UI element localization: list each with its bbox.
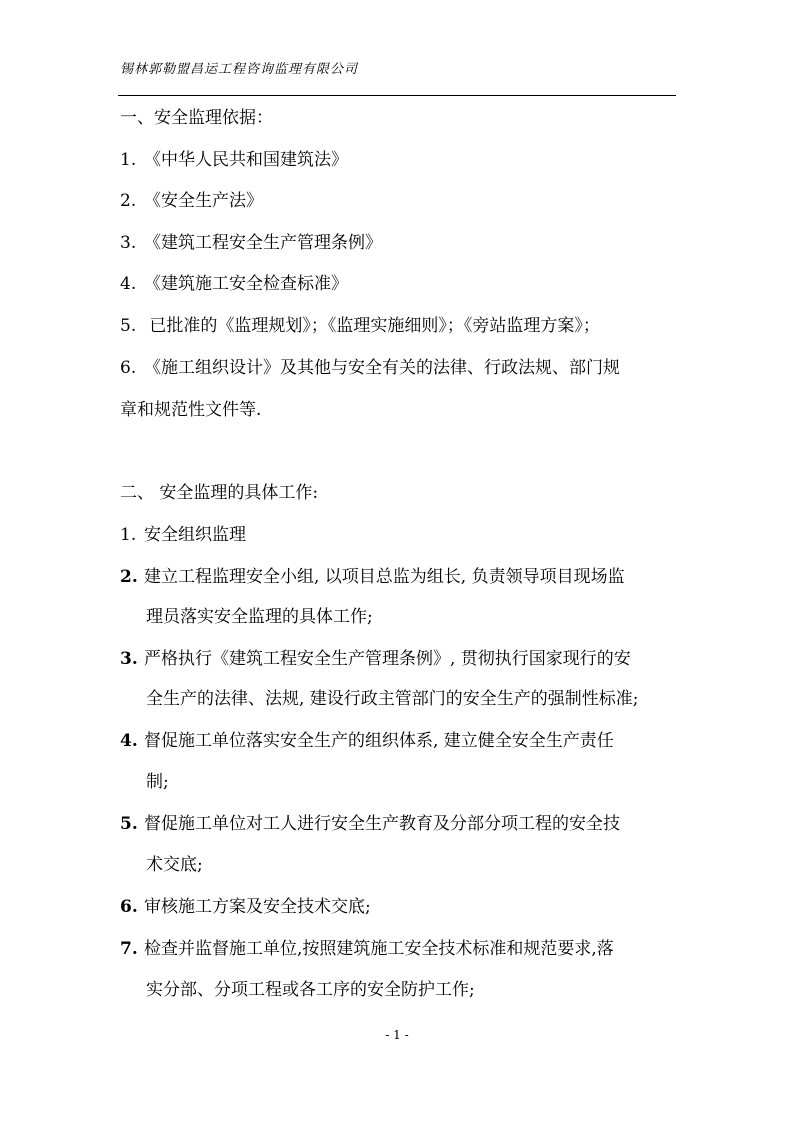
item-number: 6. [120,358,137,378]
section2-item-3-cont: 全生产的法律、法规, 建设行政主管部门的安全生产的强制性标准; [146,689,639,709]
section1-item-6-cont: 章和规范性文件等. [120,400,262,420]
item-number: 7. [120,939,138,959]
header-rule [118,95,676,96]
item-text: 安全组织监理 [144,525,246,545]
section2-item-7-cont: 实分部、分项工程或各工序的安全防护工作; [146,980,475,1000]
section1-title: 一、安全监理依据： [120,108,273,128]
section1-item-3 [120,232,382,254]
item-number: 3. [120,649,138,669]
item-text: 《施工组织设计》及其他与安全有关的法律、行政法规、部门规 [144,358,620,378]
section1-item-1 [120,149,348,171]
item-text: 《安全生产法》 [144,191,263,211]
item-text: 检查并监督施工单位,按照建筑施工安全技术标准和规范要求,落 [144,939,614,959]
section2-item-3 [120,648,631,670]
item-text: 已批准的《监理规划》；《监理实施细则》；《旁站监理方案》； [144,316,600,336]
item-number: 6. [120,897,138,917]
item-number: 4. [120,274,137,294]
section2-item-6 [120,896,371,918]
page-number: - 1 - [385,1028,409,1042]
item-number: 1. [120,525,137,545]
item-number: 4. [120,731,138,751]
item-text: 《中华人民共和国建筑法》 [144,150,348,170]
item-text: 严格执行《建筑工程安全生产管理条例》, 贯彻执行国家现行的安 [144,649,631,669]
section2-item-4 [120,730,614,752]
item-text: 《建筑工程安全生产管理条例》 [144,233,382,253]
section1-item-6 [120,357,620,379]
section2-item-4-cont: 制; [146,772,169,792]
section2-item-2 [120,566,625,588]
item-text: 建立工程监理安全小组, 以项目总监为组长, 负责领导项目现场监 [144,567,625,587]
section1-item-2 [120,190,263,212]
item-number: 2. [120,567,138,587]
item-text: 《建筑施工安全检查标准》 [144,274,348,294]
item-number: 1. [120,150,137,170]
item-number: 3. [120,233,137,253]
item-number: 5. [120,316,137,336]
item-text: 督促施工单位落实安全生产的组织体系, 建立健全安全生产责任 [144,731,614,751]
item-number: 2. [120,191,137,211]
item-text: 审核施工方案及安全技术交底; [144,897,371,917]
item-number: 5. [120,814,138,834]
section2-item-2-cont: 理员落实安全监理的具体工作; [146,607,373,627]
section2-title: 二、 安全监理的具体工作: [120,483,319,503]
section2-item-1 [120,524,246,546]
section1-item-4 [120,273,348,295]
section2-item-7 [120,938,614,960]
section2-item-5-cont: 术交底; [146,855,203,875]
company-header: 锡林郭勒盟昌运工程咨询监理有限公司 [120,62,359,77]
section2-item-5 [120,813,620,835]
item-text: 督促施工单位对工人进行安全生产教育及分部分项工程的安全技 [144,814,620,834]
section1-item-5 [120,315,600,337]
